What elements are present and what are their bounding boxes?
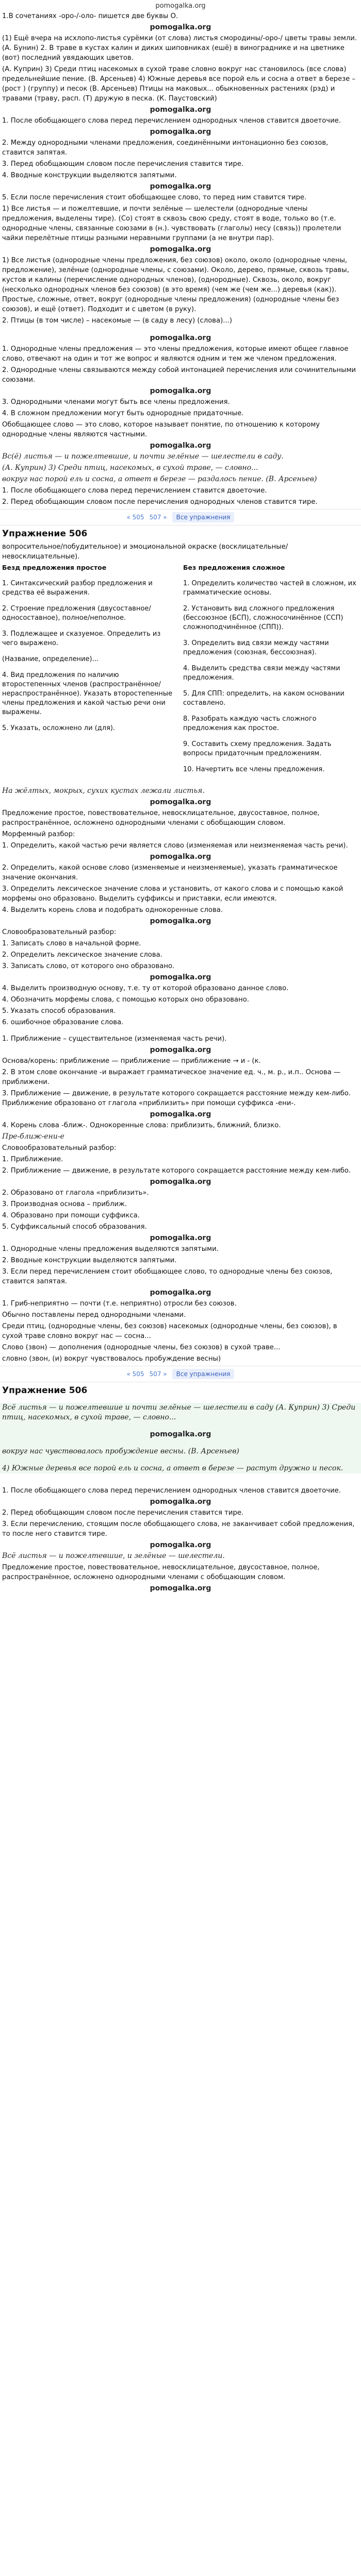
table-header-right: Без предложения сложное <box>183 564 285 571</box>
word-line: 3. Производная основа – приближ. <box>2 1200 127 1208</box>
watermark: pomogalka.org <box>150 128 211 136</box>
watermark: pomogalka.org <box>150 442 211 450</box>
final-analysis: Предложение простое, повествовательное, невосклицательное, двусоставное, полное, распространённое, осложнено однородными членами с обобщающим словом. <box>2 1564 320 1581</box>
note: 3. Перед обобщающим словом после перечисления ставится тире. <box>2 160 244 168</box>
watermark: pomogalka.org <box>150 798 211 806</box>
table-right-item: 9. Составить схему предложения. Задать вопросы придаточным предложениям. <box>183 740 332 757</box>
table-right-item: 1. Определить количество частей в сложном, их грамматические основы. <box>183 580 356 597</box>
word-line: Словообразовательный разбор: <box>2 1144 117 1152</box>
analysis-line: 1. Записать слово в начальной форме. <box>2 940 141 947</box>
handwritten-line: (А. Куприн) 3) Среди птиц, насекомых, в сухой траве, — словно... <box>2 464 258 472</box>
table-right-item: 5. Для СПП: определить, на каком основании составлено. <box>183 690 344 707</box>
analysis-line: 4. Обозначить морфемы слова, с помощью которых оно образовано. <box>2 996 250 1004</box>
paragraph: 2. Птицы (в том числе) – насекомые — (в саду в лесу) (слова)...) <box>2 317 233 325</box>
rule: 1. После обобщающего слова перед перечислением ставится двоеточие. <box>2 487 267 495</box>
analysis-line: Словообразовательный разбор: <box>2 928 117 936</box>
table-left-item: 5. Указать, осложнено ли (для). <box>2 724 116 732</box>
rule-line: 1. После обобщающего слова перед перечислением однородных членов ставится двоеточие. <box>2 1487 341 1495</box>
rules-block <box>0 333 361 507</box>
watermark: pomogalka.org <box>150 973 211 981</box>
highlighted-band <box>0 1403 361 1473</box>
watermark: pomogalka.org <box>150 1541 211 1549</box>
analysis-line: 1. Определить, какой частью речи является слово (изменяемая или неизменяемая часть речи). <box>2 842 348 850</box>
section-1 <box>0 11 361 326</box>
rule: 3. Однородными членами могут быть все члены предложения. <box>2 398 230 406</box>
table-right-item: 8. Разобрать каждую часть сложного предложения как простое. <box>183 715 317 732</box>
analysis-block <box>0 786 361 1027</box>
watermark: pomogalka.org <box>150 245 211 253</box>
handwritten-example: Всё листья — и пожелтевшие, и зелёные — шелестели. <box>2 1552 225 1560</box>
word-line: 3. Если перед перечислением стоит обобщающее слово, то однородные члены без союзов, ставится запятая. <box>2 1268 333 1285</box>
analysis-line: 3. Записать слово, от которого оно образовано. <box>2 962 175 970</box>
word-line: Слово (звон) — дополнения (однородные члены, без союзов) в сухой траве... <box>2 1344 281 1351</box>
table-right-item: 3. Определить вид связи между частями предложения (союзная, бессоюзная). <box>183 639 329 656</box>
word-line: 5. Суффиксальный способ образования. <box>2 1223 147 1231</box>
exercise-nav-2 <box>0 1366 361 1382</box>
word-line: 1. Однородные члены предложения выделяются запятыми. <box>2 1245 219 1253</box>
word-line: Обычно поставлены перед однородными членами. <box>2 1311 186 1319</box>
table-header-left: Безд предложения простое <box>2 564 107 571</box>
word-line: 4. Образовано при помощи суффикса. <box>2 1212 140 1219</box>
word-line: 2. Вводные конструкции выделяются запятыми. <box>2 1257 177 1264</box>
paragraph: (А. Куприн) 3) Среди птиц насекомых в сухой траве словно вокруг нас становилось (все слова) предельнейшие пение. (В. Арсеньев) 4) Южные деревья все порой ель и сосна а ответ в березе – (рост ) (группу) и песок (В. Арсеньев) Птицы на маковых... обыкновенных растениях (рэд) и травами (траву, расп. (Т) дружую в песка. (К. Паустовский) <box>2 65 356 103</box>
word-line: 3. Приближение — движение, в результате которого сокращается расстояние между кем-либо. Приближение образовано от глагола «приблизить» при помощи суффикса -ени-. <box>2 1090 351 1107</box>
note: 1. После обобщающего слова перед перечислением однородных членов ставится двоеточие. <box>2 117 341 125</box>
analysis-line: Морфемный разбор: <box>2 831 75 838</box>
watermark: pomogalka.org <box>150 853 211 861</box>
band-line: вокруг нас чувствовалось пробуждение весны. (В. Арсеньев) <box>2 1447 239 1455</box>
watermark: pomogalka.org <box>150 1430 211 1438</box>
note: 5. Если после перечисления стоит обобщающее слово, то перед ним ставится тире. <box>2 194 307 201</box>
prev-exercise-link[interactable]: « 505 <box>126 514 144 521</box>
word-line: 1. Приближение. <box>2 1156 63 1163</box>
word-line: 1. Приближение – существительное (изменяемая часть речи). <box>2 1035 227 1043</box>
watermark: pomogalka.org <box>150 1498 211 1506</box>
watermark: pomogalka.org <box>150 182 211 191</box>
table-right-cell <box>183 572 359 781</box>
analysis-line: 2. Определить, какой основе слово (изменяемые и неизменяемые), указать грамматическое значение окончания. <box>2 864 338 882</box>
band-line: Всё листья — и пожелтевшие и почти зелёные — шелестели в саду (А. Куприн) 3) Среди птиц, насекомых, в сухой траве, — словно... <box>2 1403 356 1421</box>
watermark: pomogalka.org <box>150 1178 211 1186</box>
table-left-item: 1. Синтаксический разбор предложения и средства её выражения. <box>2 580 153 597</box>
note: 2. Между однородными членами предложения, соединёнными интонационно без союзов, ставится запятая. <box>2 139 329 157</box>
word-line: Основа/корень: приближение — приближение — приближение → и - (к. <box>2 1057 261 1065</box>
watermark: pomogalka.org <box>150 334 211 342</box>
watermark: pomogalka.org <box>150 387 211 395</box>
next-exercise-link[interactable]: 507 » <box>149 514 167 521</box>
table-left-item: 3. Подлежащее и сказуемое. Определить из чего выражено. <box>2 630 161 647</box>
all-exercises-button[interactable]: Все упражнения <box>172 512 235 522</box>
exercise-title: Упражнение 506 <box>2 529 88 539</box>
all-exercises-button[interactable]: Все упражнения <box>172 1369 235 1379</box>
rule: 1. Однородные члены предложения — это члены предложения, которые имеют общее главное слово, отвечают на один и тот же вопрос и являются одним и тем же членом предложения. <box>2 345 349 363</box>
watermark: pomogalka.org <box>150 1110 211 1118</box>
table-right-item: 10. Начертить все члены предложения. <box>183 766 325 773</box>
word-line: 2. Приближение — движение, в результате которого сокращается расстояние между кем-либо. <box>2 1167 351 1175</box>
site-domain[interactable]: pomogalka.org <box>155 2 206 10</box>
analysis-line: 5. Указать способ образования. <box>2 1007 116 1015</box>
rule: Обобщающее слово — это слово, которое называет понятие, по отношению к которому однородные члены являются частными. <box>2 421 320 438</box>
exercise2-body <box>0 1486 361 1594</box>
analysis-line: 6. ошибочное образование слова. <box>2 1019 124 1026</box>
watermark: pomogalka.org <box>150 917 211 925</box>
watermark: pomogalka.org <box>150 1234 211 1242</box>
table-left-item: (Название, определение)... <box>2 655 99 663</box>
morpheme-scheme: Пре-ближ-ени-е <box>2 1132 64 1141</box>
paragraph: 1) Все листья — и пожелтевшие, и почти зелёные — шелестели (однородные члены предложения, выделены тире). (Со) стоят в сквозь свою среду, стоят в воде, только во (т.е. однородные члены, связанные союзами в (н.). чувствовать (глаголы) несу (связь)) пролетели чайки перелётные птицы разными неравными группами (а не внутри пар). <box>2 205 341 242</box>
comparison-table <box>0 563 361 781</box>
exercise-intro-text: вопросительное/побудительное) и эмоциональной окраске (восклицательные/невосклицательные). <box>2 543 288 561</box>
table-right-item: 4. Выделить средства связи между частями предложения. <box>183 665 340 682</box>
paragraph: (1) Ещё вчера на исхлопо-листья сурёмки (от слова) листья смородины/-оро-/ цветы травы земли. (А. Бунин) 2. В траве в кустах калин и диких шиповниках (ешё) в винограднике и на цветнике (вот) последний увядающих цветов. <box>2 35 357 62</box>
watermark: pomogalka.org <box>150 1289 211 1297</box>
watermark: pomogalka.org <box>150 1584 211 1592</box>
analysis-line: Предложение простое, повествовательное, невосклицательное, двусоставное, полное, распространённое, осложнено однородными членами с обобщающим словом. <box>2 809 320 827</box>
watermark: pomogalka.org <box>150 1046 211 1054</box>
handwritten-example: На жёлтых, мокрых, сухих кустах лежали листья. <box>2 787 205 795</box>
rule-line: 3. Если перечислению, стоящим после обобщающего слова, не заканчивает собой предложения, то после него ставится тире. <box>2 1520 355 1538</box>
watermark: pomogalka.org <box>150 106 211 114</box>
table-left-item: 2. Строение предложения (двусоставное/односоставное), полное/неполное. <box>2 605 151 622</box>
paragraph: 1.В сочетаниях -оро-/-оло- пишется две буквы О. <box>2 12 178 20</box>
word-line: 4. Корень слова -ближ-. Однокоренные слова: приблизить, ближний, близко. <box>2 1122 281 1129</box>
word-line: Среди птиц, (однородные члены, без союзов) насекомых (однородные члены, без союзов), в сухой траве словно вокруг нас — сосна... <box>2 1323 337 1340</box>
analysis-line: 4. Выделить производную основу, т.е. ту от которой образовано данное слово. <box>2 985 289 992</box>
rule: 2. Однородные члены связываются между собой интонацией перечисления или сочинительными союзами. <box>2 366 356 384</box>
table-left-cell <box>2 572 178 781</box>
exercise-title-2: Упражнение 506 <box>2 1385 88 1396</box>
word-line: 1. Гриб-неприятно — почти (т.е. неприятно) отросли без союзов. <box>2 1300 237 1308</box>
exercise-nav <box>0 509 361 526</box>
table-right-item: 2. Установить вид сложного предложения (бессоюзное (БСП), сложносочинённое (ССП) сложноподчинённое (СПП)). <box>183 605 343 631</box>
table-left-item: 4. Вид предложения по наличию второстепенных членов (распространённое/нераспространённое). Указать второстепенные члены предложения и какой частью речи они выражены. <box>2 671 173 716</box>
analysis-line: 3. Определить лексическое значение слова и установить, от какого слова и с помощью какой морфемы оно образовано. Выделить суффиксы и приставки, если имеются. <box>2 885 343 903</box>
watermark: pomogalka.org <box>150 23 211 31</box>
word-line: 2. Образовано от глагола «приблизить». <box>2 1189 149 1197</box>
next-exercise-link[interactable]: 507 » <box>149 1370 167 1378</box>
band-content <box>0 1403 361 1473</box>
word-line: 2. В этом слове окончание -и выражает грамматическое значение ед. ч., м. р., и.п.. Основа — приближени. <box>2 1069 341 1086</box>
band-line: 4) Южные деревья все порой ель и сосна, а ответ в березе — растут дружно и песок. <box>2 1464 343 1472</box>
note: 4. Вводные конструкции выделяются запятыми. <box>2 172 177 179</box>
analysis-line: 2. Определить лексическое значение слова. <box>2 951 162 959</box>
rule: 4. В сложном предложении могут быть однородные придаточные. <box>2 410 244 417</box>
exercise-intro <box>0 542 361 562</box>
rule: 2. Перед обобщающим словом после перечисления однородных членов ставится тире. <box>2 498 318 506</box>
word-line: словно (звон, (и) вокруг чувствовалось пробуждение весны) <box>2 1355 221 1363</box>
handwritten-line: Вс(ё) листья — и пожелтевшие, и почти зелёные — шелестели в саду. <box>2 452 284 461</box>
analysis-line: 4. Выделить корень слова и подобрать однокоренные слова. <box>2 906 223 914</box>
handwritten-line: вокруг нас порой ель и сосна, а ответ в березе — раздалось пение. (В. Арсеньев) <box>2 475 317 483</box>
paragraph: 1) Все листья (однородные члены предложения, без союзов) около, около (однородные члены, предложение), зелёные (однородные члены, с союзами). Около, дерево, прямые, сквозь травы, кустов и калины (перечисление однородных членов), (однородные). Сквозь, около, вокруг (несколько однородных членов без союзов) (в это время) (чем же (чем же...) деревья (как)). Простые, сложные, ответ, вокруг (однородные члены предложения) (однородные члены без союзов), и ещё (ответ). Подходит и с цветом (в руку). <box>2 257 349 313</box>
rule-line: 2. Перед обобщающим словом после перечисления ставится тире. <box>2 1509 244 1517</box>
word-analysis-block <box>0 1034 361 1364</box>
prev-exercise-link[interactable]: « 505 <box>126 1370 144 1378</box>
